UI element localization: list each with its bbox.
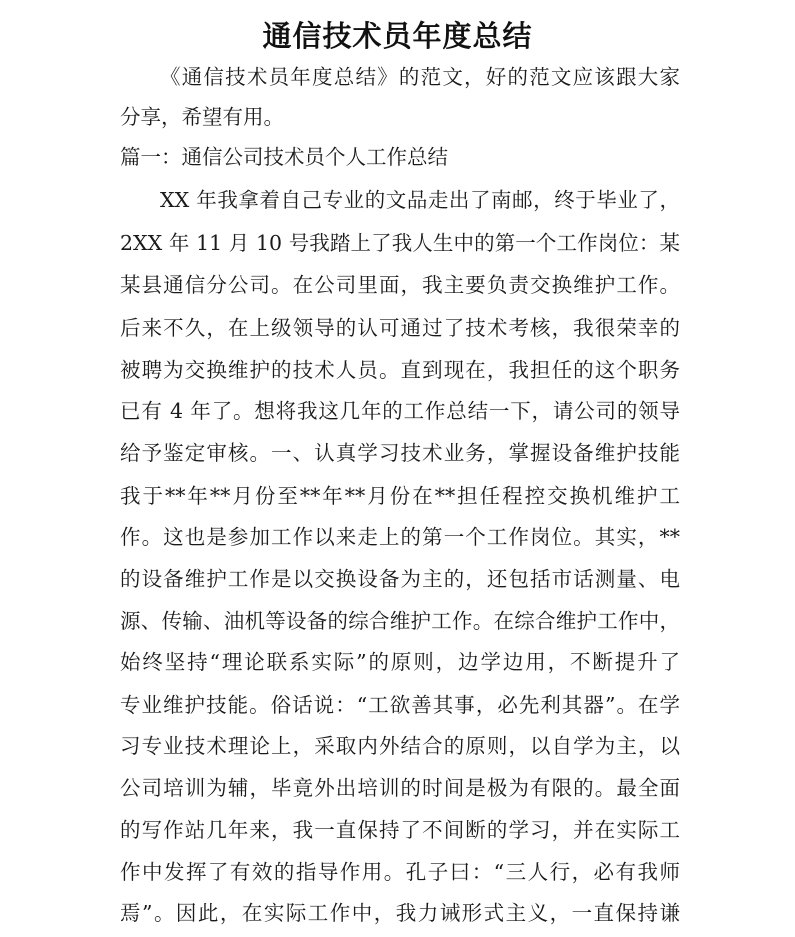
text-line: 的设备维护工作是以交换设备为主的，还包括市话测量、电 — [120, 567, 680, 591]
text-line: 作。这也是参加工作以来走上的第一个工作岗位。其实，** — [120, 525, 680, 549]
text-line: 的写作站几年来，我一直保持了不间断的学习，并在实际工 — [120, 818, 680, 842]
text-line: 《通信技术员年度总结》的范文，好的范文应该跟大家 — [160, 65, 680, 89]
document-title: 通信技术员年度总结 — [262, 19, 533, 53]
text-line: 公司培训为辅，毕竟外出培训的时间是极为有限的。最全面 — [120, 776, 680, 800]
text-line: 习专业技术理论上，采取内外结合的原则，以自学为主，以 — [120, 734, 680, 758]
text-line: XX 年我拿着自己专业的文品走出了南邮，终于毕业了， — [160, 188, 680, 212]
text-line: 作中发挥了有效的指导作用。孔子曰：“三人行，必有我师 — [120, 860, 680, 884]
text-line: 已有 4 年了。想将我这几年的工作总结一下，请公司的领导 — [120, 399, 680, 423]
text-line: 分享，希望有用。 — [120, 105, 284, 129]
text-line: 某县通信分公司。在公司里面，我主要负责交换维护工作。 — [120, 273, 680, 297]
text-line: 焉”。因此，在实际工作中，我力诫形式主义，一直保持谦 — [120, 901, 680, 925]
text-line: 给予鉴定审核。一、认真学习技术业务，掌握设备维护技能 — [120, 441, 680, 465]
text-line: 被聘为交换维护的技术人员。直到现在，我担任的这个职务 — [120, 358, 680, 382]
text-line: 源、传输、油机等设备的综合维护工作。在综合维护工作中， — [120, 609, 680, 633]
text-line: 2XX 年 11 月 10 号我踏上了我人生中的第一个工作岗位：某 — [120, 231, 680, 255]
text-line: 后来不久，在上级领导的认可通过了技术考核，我很荣幸的 — [120, 316, 680, 340]
text-line: 始终坚持“理论联系实际”的原则，边学边用，不断提升了 — [120, 650, 680, 674]
section-heading: 篇一：通信公司技术员个人工作总结 — [120, 145, 448, 169]
text-line: 专业维护技能。俗话说：“工欲善其事，必先利其器”。在学 — [120, 693, 680, 717]
text-line: 我于**年**月份至**年**月份在**担任程控交换机维护工 — [120, 484, 680, 508]
